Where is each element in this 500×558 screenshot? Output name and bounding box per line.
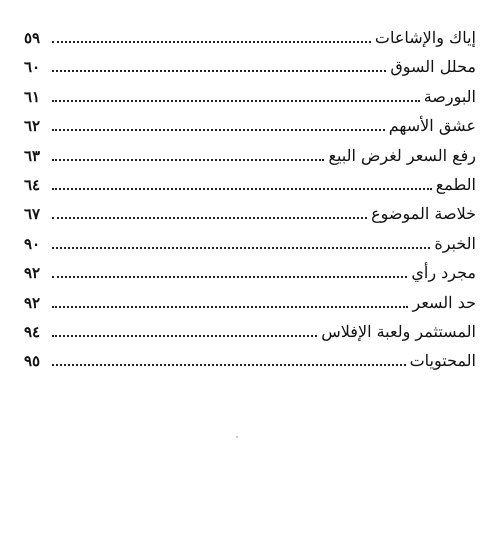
toc-entry-page: ٦٧	[24, 205, 41, 224]
dot-leader	[52, 217, 367, 219]
toc-entry-title: عشق الأسهم	[388, 116, 476, 136]
scan-speck	[236, 436, 238, 438]
toc-entry-page: ٩٢	[24, 293, 41, 312]
dot-leader	[52, 70, 386, 72]
toc-entry-title: المحتويات	[409, 351, 476, 371]
dot-leader	[52, 129, 385, 131]
toc-entry	[24, 293, 476, 322]
dot-leader	[52, 188, 432, 190]
dot-leader	[52, 276, 407, 278]
toc-entry	[24, 57, 476, 86]
toc-entry	[24, 87, 476, 116]
toc-entry-title: رفع السعر لغرض البيع	[328, 145, 476, 165]
toc-entry	[24, 146, 476, 175]
toc-entry	[24, 28, 476, 57]
toc-entry	[24, 175, 476, 204]
dot-leader	[52, 247, 430, 249]
table-of-contents	[24, 28, 476, 381]
toc-entry-title: الخبرة	[434, 233, 476, 253]
dot-leader	[52, 335, 317, 337]
toc-entry	[24, 263, 476, 292]
toc-entry	[24, 116, 476, 145]
toc-entry	[24, 322, 476, 351]
toc-entry-page: ٦٠	[24, 58, 41, 77]
toc-entry-title: مجرد رأي	[411, 263, 476, 283]
toc-entry-page: ٦٢	[24, 117, 41, 136]
toc-entry-title: المستثمر ولعبة الإفلاس	[321, 321, 476, 341]
toc-entry-title: خلاصة الموضوع	[371, 204, 476, 224]
toc-entry	[24, 351, 476, 380]
dot-leader	[52, 159, 324, 161]
toc-entry-page: ٩٤	[24, 322, 41, 341]
toc-entry-title: البورصة	[423, 86, 476, 106]
toc-entry-title: حد السعر	[412, 292, 476, 312]
toc-entry-page: ٦٤	[24, 175, 41, 194]
dot-leader	[52, 100, 420, 102]
toc-entry-title: الطمع	[435, 174, 476, 194]
dot-leader	[52, 306, 408, 308]
toc-entry-page: ٦١	[24, 87, 41, 106]
toc-entry-title: إياك والإشاعات	[374, 28, 476, 47]
toc-entry-page: ٦٣	[24, 146, 41, 165]
toc-entry-page: ٥٩	[24, 29, 41, 47]
toc-entry-page: ٩٥	[24, 352, 41, 371]
dot-leader	[52, 41, 371, 43]
toc-entry-title: محلل السوق	[390, 57, 476, 77]
dot-leader	[52, 364, 406, 366]
toc-entry	[24, 204, 476, 233]
toc-entry-page: ٩٢	[24, 264, 41, 283]
toc-entry	[24, 234, 476, 263]
toc-entry-page: ٩٠	[24, 234, 41, 253]
